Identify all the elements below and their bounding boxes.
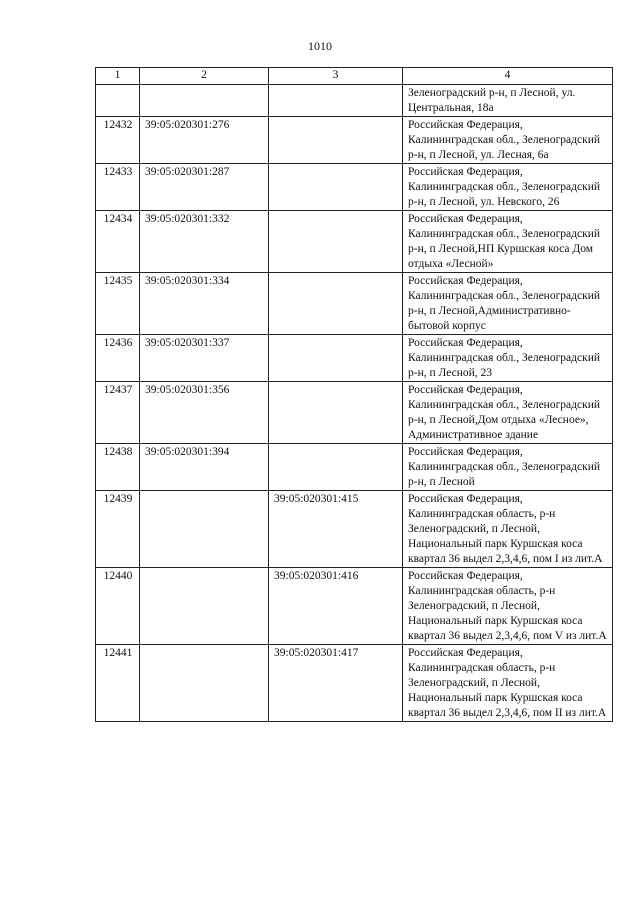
cadastral-number-cell: 39:05:020301:332 <box>140 211 269 273</box>
cadastral-number-cell <box>140 645 269 722</box>
object-number-cell: 39:05:020301:416 <box>269 568 403 645</box>
cadastral-number-cell <box>140 85 269 117</box>
table-row <box>96 335 613 382</box>
object-number-cell <box>269 273 403 335</box>
header-cell-3: 3 <box>269 68 403 85</box>
registry-table <box>95 67 613 722</box>
object-number-cell <box>269 382 403 444</box>
row-number-cell: 12434 <box>96 211 140 273</box>
object-number-cell: 39:05:020301:417 <box>269 645 403 722</box>
cadastral-number-cell <box>140 568 269 645</box>
object-number-cell <box>269 335 403 382</box>
row-number-cell: 12438 <box>96 444 140 491</box>
row-number-cell: 12439 <box>96 491 140 568</box>
address-cell: Российская Федерация, Калининградская обл., Зеленоградский р-н, п Лесной, 23 <box>403 335 613 382</box>
row-number-cell: 12435 <box>96 273 140 335</box>
address-cell: Российская Федерация, Калининградская область, р-н Зеленоградский, п Лесной, Национальный парк Куршская коса квартал 36 выдел 2,3,4,6, пом II из лит.А <box>403 645 613 722</box>
table-row <box>96 117 613 164</box>
row-number-cell: 12440 <box>96 568 140 645</box>
object-number-cell <box>269 85 403 117</box>
table-row <box>96 85 613 117</box>
cadastral-number-cell: 39:05:020301:337 <box>140 335 269 382</box>
address-cell: Российская Федерация, Калининградская обл., Зеленоградский р-н, п Лесной,НП Куршская коса Дом отдыха «Лесной» <box>403 211 613 273</box>
row-number-cell: 12436 <box>96 335 140 382</box>
page-number: 1010 <box>308 39 332 53</box>
row-number-cell: 12432 <box>96 117 140 164</box>
cadastral-number-cell: 39:05:020301:394 <box>140 444 269 491</box>
address-cell: Российская Федерация, Калининградская обл., Зеленоградский р-н, п Лесной, ул. Невского, 26 <box>403 164 613 211</box>
header-cell-4: 4 <box>403 68 613 85</box>
table-row <box>96 491 613 568</box>
object-number-cell <box>269 211 403 273</box>
object-number-cell <box>269 444 403 491</box>
address-cell: Российская Федерация, Калининградская обл., Зеленоградский р-н, п Лесной, ул. Лесная, 6а <box>403 117 613 164</box>
header-cell-1: 1 <box>96 68 140 85</box>
table-row <box>96 444 613 491</box>
header-cell-2: 2 <box>140 68 269 85</box>
object-number-cell: 39:05:020301:415 <box>269 491 403 568</box>
row-number-cell: 12433 <box>96 164 140 211</box>
row-number-cell: 12441 <box>96 645 140 722</box>
address-cell: Российская Федерация, Калининградская обл., Зеленоградский р-н, п Лесной,Административно-бытовой корпус <box>403 273 613 335</box>
table-row <box>96 645 613 722</box>
object-number-cell <box>269 117 403 164</box>
table-row <box>96 568 613 645</box>
cadastral-number-cell: 39:05:020301:356 <box>140 382 269 444</box>
row-number-cell <box>96 85 140 117</box>
table-row <box>96 211 613 273</box>
cadastral-number-cell: 39:05:020301:287 <box>140 164 269 211</box>
table-header-row <box>96 68 613 85</box>
cadastral-number-cell: 39:05:020301:276 <box>140 117 269 164</box>
address-cell: Российская Федерация, Калининградская обл., Зеленоградский р-н, п Лесной <box>403 444 613 491</box>
object-number-cell <box>269 164 403 211</box>
address-cell: Российская Федерация, Калининградская область, р-н Зеленоградский, п Лесной, Национальный парк Куршская коса квартал 36 выдел 2,3,4,6, пом V из лит.А <box>403 568 613 645</box>
address-cell: Зеленоградский р-н, п Лесной, ул. Центральная, 18а <box>403 85 613 117</box>
row-number-cell: 12437 <box>96 382 140 444</box>
address-cell: Российская Федерация, Калининградская область, р-н Зеленоградский, п Лесной, Национальный парк Куршская коса квартал 36 выдел 2,3,4,6, пом I из лит.А <box>403 491 613 568</box>
address-cell: Российская Федерация, Калининградская обл., Зеленоградский р-н, п Лесной,Дом отдыха «Лесное», Административное здание <box>403 382 613 444</box>
cadastral-number-cell: 39:05:020301:334 <box>140 273 269 335</box>
table-row <box>96 382 613 444</box>
table-row <box>96 273 613 335</box>
table-row <box>96 164 613 211</box>
cadastral-number-cell <box>140 491 269 568</box>
